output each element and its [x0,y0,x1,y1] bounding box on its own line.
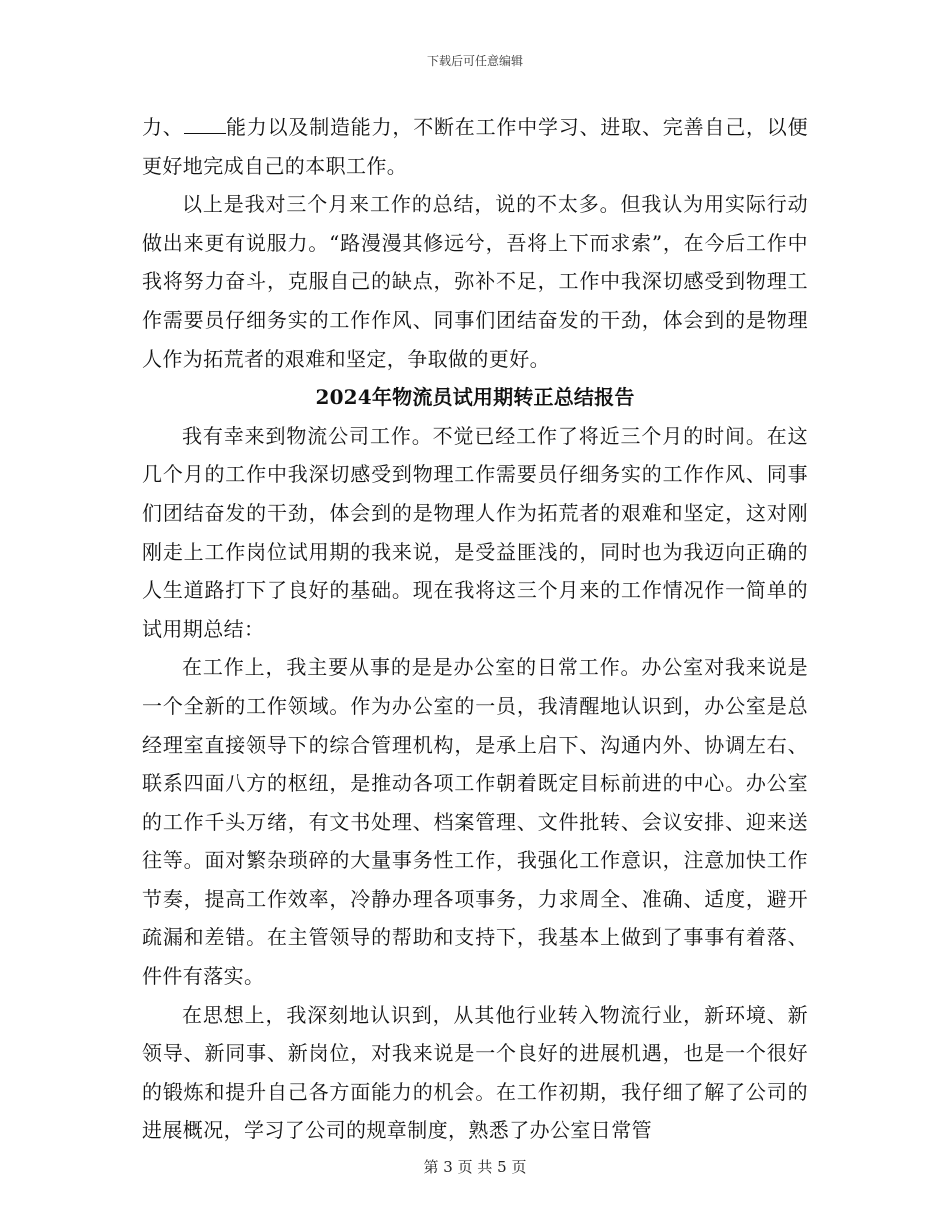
document-body [142,108,808,1150]
paragraph-continuation [142,108,808,185]
paragraph-fragment: 能力以及制造能力，不断在工作中学习、进取、完善自己，以便更好地完成自己的本职工作。 [142,115,808,178]
page-number: 第 3 页 共 5 页 [423,1158,527,1176]
paragraph-fragment: 力、 [142,115,184,139]
fill-in-blank [184,115,226,134]
paragraph: 在工作上，我主要从事的是是办公室的日常工作。办公室对我来说是一个全新的工作领域。作为办公室的一员，我清醒地认识到，办公室是总经理室直接领导下的综合管理机构，是承上启下、沟通内外、协调左右、联系四面八方的枢纽，是推动各项工作朝着既定目标前进的中心。办公室的工作千头万绪，有文书处理、档案管理、文件批转、会议安排、迎来送往等。面对繁杂琐碎的大量事务性工作，我强化工作意识，注意加快工作节奏，提高工作效率，冷静办理各项事务，力求周全、准确、适度，避开疏漏和差错。在主管领导的帮助和支持下，我基本上做到了事事有着落、件件有落实。 [142,655,808,989]
page-header: 下载后可任意编辑 [426,54,523,68]
paragraph: 以上是我对三个月来工作的总结，说的不太多。但我认为用实际行动做出来更有说服力。“路漫漫其修远兮，吾将上下而求索”，在今后工作中我将努力奋斗，克服自己的缺点，弥补不足，工作中我深切感受到物理工作需要员仔细务实的工作作风、同事们团结奋发的干劲，体会到的是物理人作为拓荒者的艰难和坚定，争取做的更好。 [142,192,808,371]
document-title: 2024年物流员试用期转正总结报告 [315,385,635,410]
paragraph: 我有幸来到物流公司工作。不觉已经工作了将近三个月的时间。在这几个月的工作中我深切感受到物理工作需要员仔细务实的工作作风、同事们团结奋发的干劲，体会到的是物理人作为拓荒者的艰难和坚定，这对刚刚走上工作岗位试用期的我来说，是受益匪浅的，同时也为我迈向正确的人生道路打下了良好的基础。现在我将这三个月来的工作情况作一简单的试用期总结： [142,423,808,641]
paragraph: 在思想上，我深刻地认识到，从其他行业转入物流行业，新环境、新领导、新同事、新岗位，对我来说是一个良好的进展机遇，也是一个很好的锻炼和提升自己各方面能力的机会。在工作初期，我仔细了解了公司的进展概况，学习了公司的规章制度，熟悉了办公室日常管 [142,1002,808,1143]
